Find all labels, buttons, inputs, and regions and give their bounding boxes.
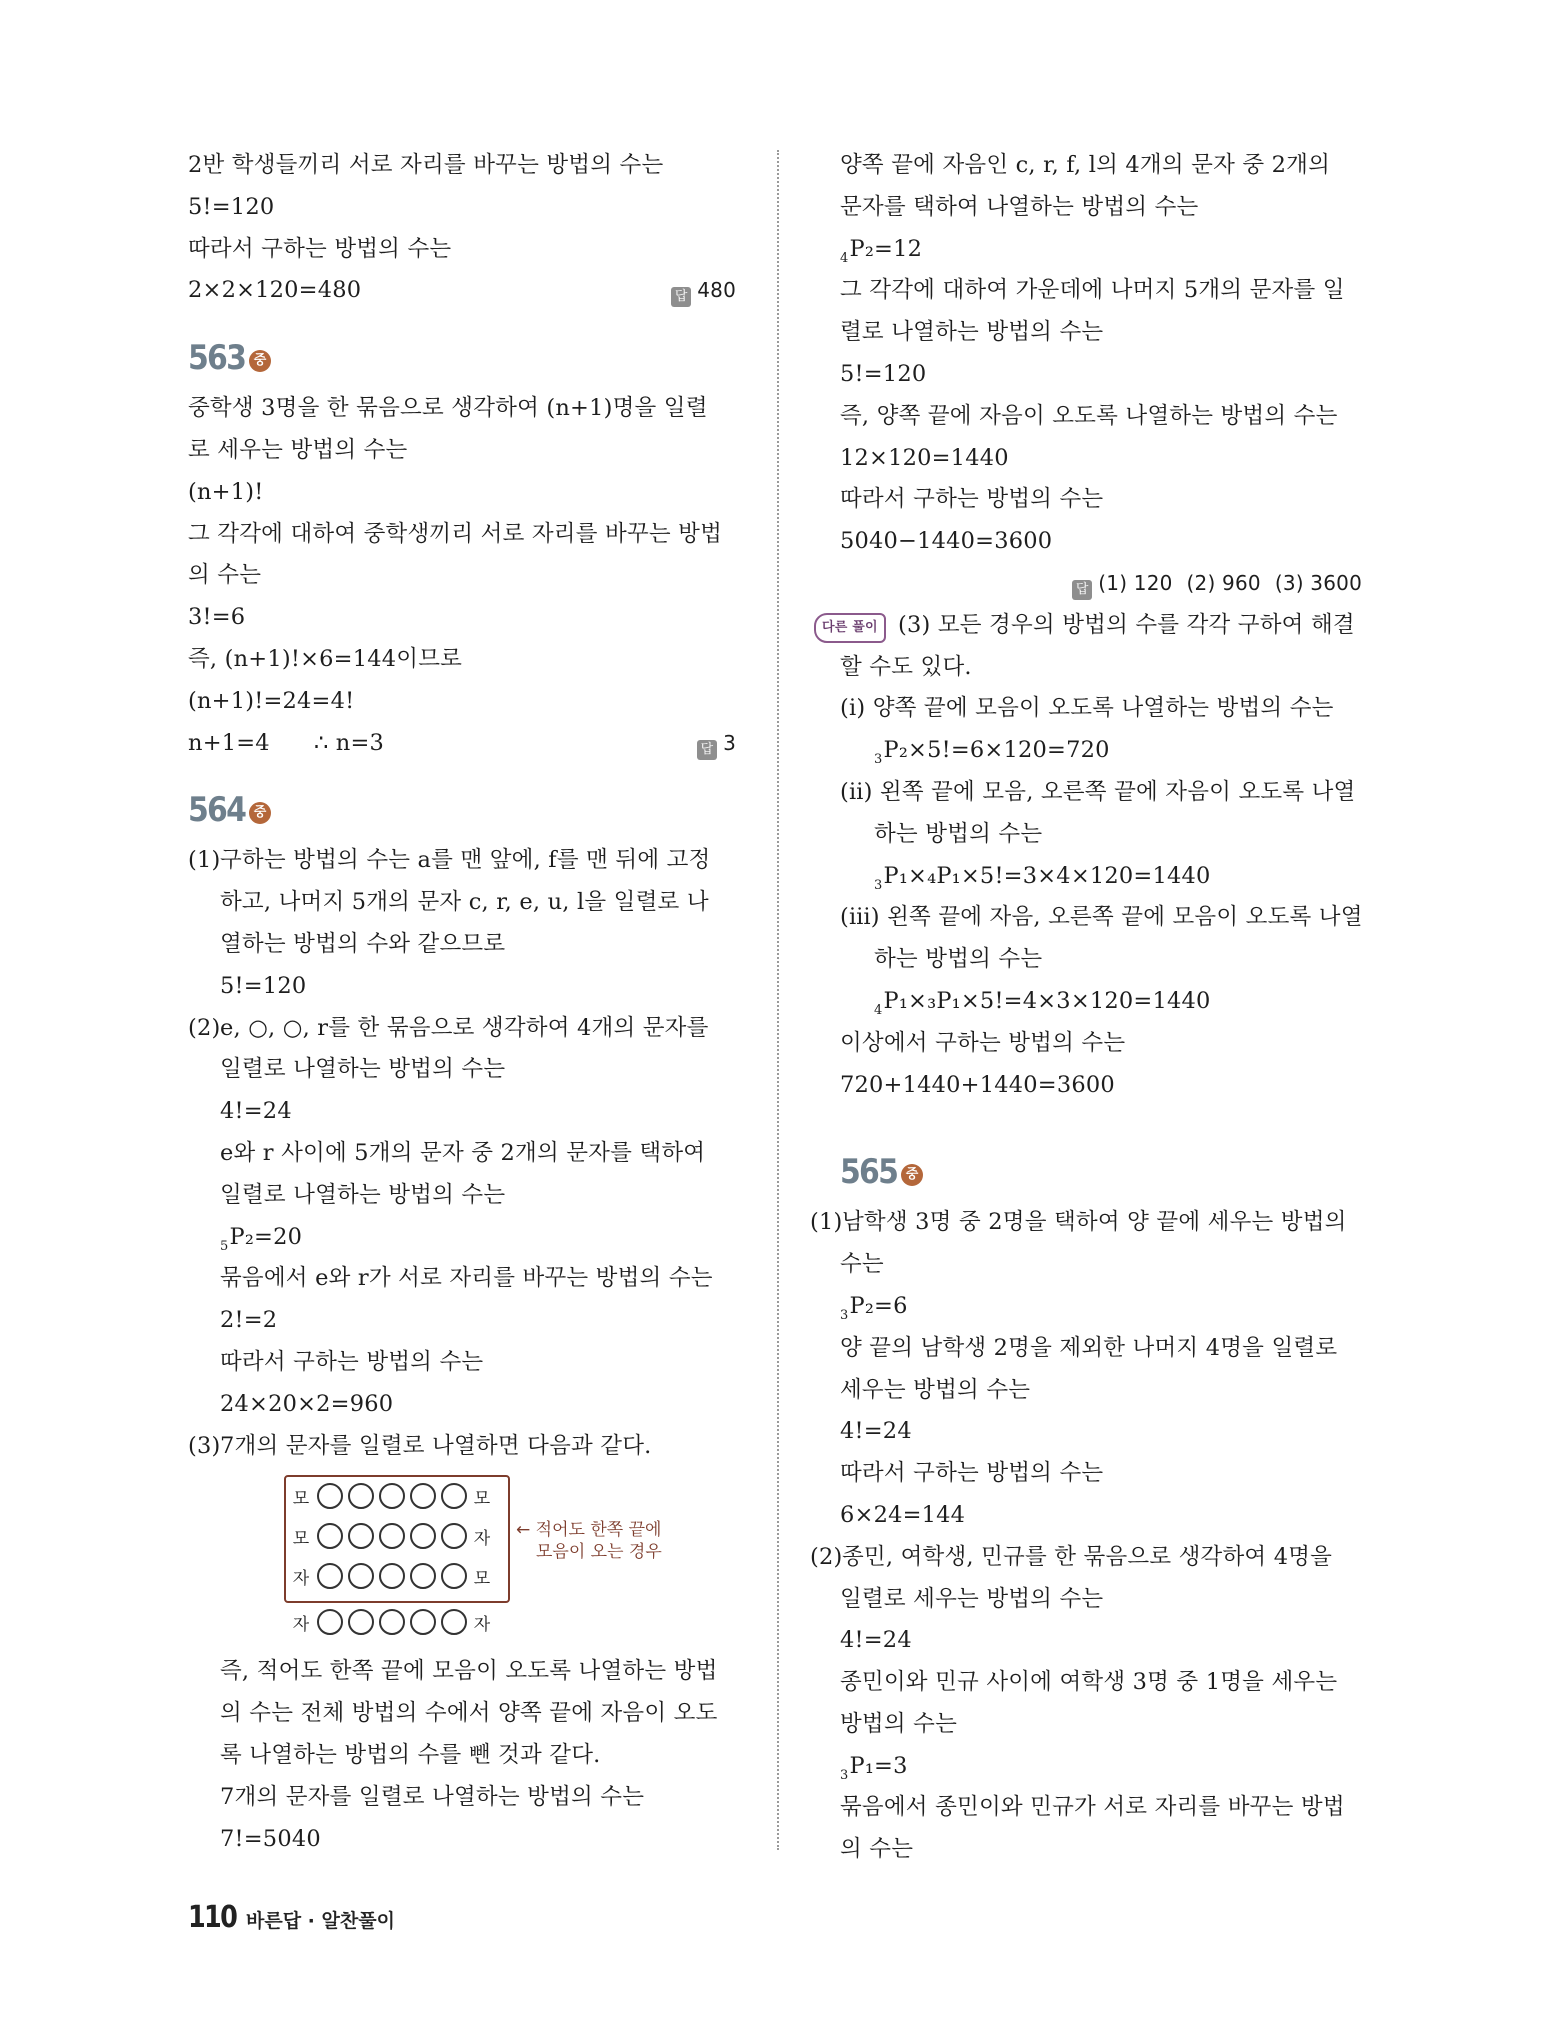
- text-line: (ⅱ) 왼쪽 끝에 모음, 오른쪽 끝에 자음이 오도록 나열: [840, 778, 1356, 805]
- text-line: 따라서 구하는 방법의 수는: [188, 235, 452, 262]
- text-line: [840, 856, 1362, 898]
- answer-value: 480: [697, 278, 736, 303]
- text-line: [840, 563, 1362, 605]
- equation: P₁×₄P₁×5!=3×4×120=1440: [883, 862, 1211, 889]
- text-line: [840, 981, 1362, 1023]
- answer-value: (2) 960: [1186, 570, 1261, 595]
- circle-slot: [441, 1563, 467, 1589]
- end-label: 모: [292, 1528, 310, 1549]
- text-line: 하고, 나머지 5개의 문자 c, r, e, u, l을 일렬로 나: [220, 889, 709, 916]
- perm-prefix: 5: [220, 1238, 229, 1254]
- difficulty-badge: 중: [249, 802, 271, 824]
- text-line: 묶음에서 종민이와 민규가 서로 자리를 바꾸는 방법: [840, 1794, 1345, 1821]
- note-line: 모음이 오는 경우: [536, 1542, 662, 1563]
- circle-slot: [317, 1609, 343, 1635]
- problem-number: 565: [840, 1152, 898, 1193]
- end-label: 자: [292, 1568, 310, 1589]
- diagram-row: [288, 1603, 495, 1641]
- circle-slot: [441, 1523, 467, 1549]
- text-line: 7!=5040: [220, 1825, 321, 1852]
- answer-mark: [671, 270, 736, 312]
- item-text: (3) 모든 경우의 방법의 수를 각각 구하여 해결: [898, 611, 1355, 638]
- text-line: 4!=24: [840, 1418, 912, 1445]
- text-line: 6×24=144: [840, 1501, 966, 1528]
- item-text: 남학생 3명 중 2명을 택하여 양 끝에 세우는 방법의: [842, 1209, 1347, 1236]
- circle-slot: [441, 1609, 467, 1635]
- text-line: 따라서 구하는 방법의 수는: [840, 1460, 1104, 1487]
- right-column: [810, 145, 1363, 1871]
- text-line: 7개의 문자를 일렬로 나열하는 방법의 수는: [220, 1783, 645, 1810]
- text-line: 열하는 방법의 수와 같으므로: [220, 930, 506, 957]
- equation: n+1=4 ∴ n=3: [188, 729, 385, 756]
- text-line: 4!=24: [220, 1098, 292, 1125]
- text-line: [840, 1746, 1362, 1788]
- text-line: 3!=6: [188, 604, 246, 631]
- circle-slot: [379, 1609, 405, 1635]
- equation: P₁=3: [849, 1752, 908, 1779]
- circle-slot: [379, 1483, 405, 1509]
- text-line: 5!=120: [188, 193, 275, 220]
- text-line: 즉, 적어도 한쪽 끝에 모음이 오도록 나열하는 방법: [220, 1658, 718, 1685]
- equation: P₂×5!=6×120=720: [883, 737, 1110, 764]
- answer-icon: 답: [671, 287, 691, 307]
- text-line: 4!=24: [840, 1627, 912, 1654]
- end-label: 자: [473, 1528, 491, 1549]
- text-line: (ⅲ) 왼쪽 끝에 자음, 오른쪽 끝에 모음이 오도록 나열: [840, 904, 1363, 931]
- text-line: [810, 1202, 1362, 1244]
- problem-number: 563: [188, 338, 246, 379]
- footer-label: 바른답 · 알찬풀이: [246, 1910, 395, 1932]
- text-line: 양쪽 끝에 자음인 c, r, f, l의 4개의 문자 중 2개의: [840, 152, 1331, 178]
- alt-solution-badge: 다른 풀이: [814, 613, 886, 643]
- text-line: [840, 1286, 1362, 1328]
- page-footer: [188, 1900, 395, 1935]
- answer-mark: [697, 723, 736, 765]
- text-line: 일렬로 세우는 방법의 수는: [840, 1585, 1104, 1612]
- item-marker: (1): [810, 1209, 843, 1236]
- text-line: 할 수도 있다.: [840, 653, 972, 680]
- circle-slot: [379, 1563, 405, 1589]
- circle-slot: [410, 1563, 436, 1589]
- text-line: e와 r 사이에 5개의 문자 중 2개의 문자를 택하여: [220, 1139, 706, 1166]
- text-line: 5!=120: [840, 360, 927, 387]
- circle-slot: [348, 1609, 374, 1635]
- perm-prefix: 4: [874, 1002, 883, 1018]
- text-line: [188, 723, 736, 765]
- text-line: [188, 1217, 736, 1259]
- text-line: 2!=2: [220, 1307, 278, 1334]
- text-line: 하는 방법의 수는: [874, 946, 1043, 973]
- text-line: 일렬로 나열하는 방법의 수는: [220, 1056, 506, 1083]
- text-line: 일렬로 나열하는 방법의 수는: [220, 1181, 506, 1208]
- diagram-row: [288, 1557, 495, 1595]
- circle-slot: [348, 1523, 374, 1549]
- text-line: [188, 270, 736, 312]
- text-line: 수는: [840, 1251, 884, 1278]
- text-line: 5!=120: [220, 972, 307, 999]
- page-number: 110: [188, 1900, 237, 1935]
- diagram-row: [288, 1477, 495, 1515]
- item-marker: (2): [810, 1543, 843, 1570]
- text-line: 종민이와 민규 사이에 여학생 3명 중 1명을 세우는: [840, 1669, 1338, 1696]
- problem-header-563: [188, 312, 736, 388]
- end-label: 모: [473, 1568, 491, 1589]
- circle-slot: [410, 1609, 436, 1635]
- text-line: 즉, 양쪽 끝에 자음이 오도록 나열하는 방법의 수는: [840, 402, 1338, 429]
- circle-slot: [317, 1563, 343, 1589]
- end-label: 모: [292, 1488, 310, 1509]
- perm-prefix: 3: [840, 1767, 849, 1783]
- text-line: 하는 방법의 수는: [874, 820, 1043, 847]
- text-line: [188, 1426, 736, 1468]
- item-text: 구하는 방법의 수는 a를 맨 앞에, f를 맨 뒤에 고정: [220, 847, 711, 874]
- problem-header-565: [840, 1106, 1362, 1202]
- item-text: 7개의 문자를 일렬로 나열하면 다음과 같다.: [220, 1432, 652, 1459]
- item-marker: (1): [188, 847, 221, 874]
- item-marker: (2): [188, 1014, 221, 1041]
- text-line: 방법의 수는: [840, 1710, 958, 1737]
- text-line: (n+1)!=24=4!: [188, 687, 355, 714]
- answer-mark: [1072, 563, 1362, 605]
- text-line: 의 수는 전체 방법의 수에서 양쪽 끝에 자음이 오도: [220, 1700, 718, 1727]
- problem-number: 564: [188, 790, 246, 831]
- circle-slot: [410, 1523, 436, 1549]
- end-label: 자: [473, 1614, 491, 1635]
- answer-value: (1) 120: [1098, 570, 1173, 595]
- item-text: e, ○, ○, r를 한 묶음으로 생각하여 4개의 문자를: [220, 1014, 709, 1041]
- text-line: (n+1)!: [188, 478, 264, 505]
- text-line: 5040−1440=3600: [840, 528, 1053, 555]
- text-line: (ⅰ) 양쪽 끝에 모음이 오도록 나열하는 방법의 수는: [840, 695, 1334, 722]
- answer-icon: 답: [697, 740, 717, 760]
- perm-prefix: 4: [840, 250, 849, 266]
- circle-slot: [317, 1483, 343, 1509]
- text-line: 따라서 구하는 방법의 수는: [840, 486, 1104, 513]
- column-divider: [777, 150, 779, 1850]
- text-line: 따라서 구하는 방법의 수는: [220, 1348, 484, 1375]
- problem-header-564: [188, 764, 736, 840]
- text-line: 양 끝의 남학생 2명을 제외한 나머지 4명을 일렬로: [840, 1334, 1338, 1361]
- difficulty-badge: 중: [249, 350, 271, 372]
- equation: P₂=6: [849, 1292, 908, 1319]
- circle-slot: [348, 1563, 374, 1589]
- circle-slot: [379, 1523, 405, 1549]
- text-line: 세우는 방법의 수는: [840, 1376, 1031, 1403]
- equation: P₂=20: [229, 1223, 303, 1250]
- text-line: [188, 1008, 736, 1050]
- text-line: [188, 840, 736, 882]
- text-line: 720+1440+1440=3600: [840, 1071, 1115, 1098]
- text-line: 의 수는: [840, 1836, 914, 1863]
- text-line: 중학생 3명을 한 묶음으로 생각하여 (n+1)명을 일렬: [188, 395, 708, 422]
- text-line: 로 세우는 방법의 수는: [188, 436, 408, 463]
- circle-slot: [348, 1483, 374, 1509]
- text-line: 12×120=1440: [840, 444, 1009, 471]
- answer-value: 3: [723, 730, 736, 755]
- text-line: 즉, (n+1)!×6=144이므로: [188, 645, 463, 672]
- equation: P₁×₃P₁×5!=4×3×120=1440: [883, 987, 1211, 1014]
- text-line: 24×20×2=960: [220, 1390, 394, 1417]
- circle-slot: [441, 1483, 467, 1509]
- difficulty-badge: 중: [901, 1164, 923, 1186]
- diagram-row: [288, 1517, 495, 1555]
- text-line: 록 나열하는 방법의 수를 뺀 것과 같다.: [220, 1741, 601, 1768]
- left-column: [188, 145, 736, 1860]
- end-label: 자: [292, 1614, 310, 1635]
- text-line: 렬로 나열하는 방법의 수는: [840, 319, 1104, 346]
- text-line: 2반 학생들끼리 서로 자리를 바꾸는 방법의 수는: [188, 152, 664, 178]
- text-line: 이상에서 구하는 방법의 수는: [840, 1029, 1126, 1056]
- text-line: [840, 229, 1362, 271]
- circle-slot: [410, 1483, 436, 1509]
- equation: 2×2×120=480: [188, 277, 362, 304]
- perm-prefix: 3: [874, 752, 883, 768]
- end-label: 모: [473, 1488, 491, 1509]
- answer-value: (3) 3600: [1274, 570, 1362, 595]
- text-line: 묶음에서 e와 r가 서로 자리를 바꾸는 방법의 수는: [220, 1265, 713, 1292]
- equation: P₂=12: [849, 235, 923, 262]
- text-line: 그 각각에 대하여 가운데에 나머지 5개의 문자를 일: [840, 277, 1345, 304]
- item-text: 종민, 여학생, 민규를 한 묶음으로 생각하여 4명을: [842, 1543, 1333, 1570]
- perm-prefix: 3: [840, 1307, 849, 1323]
- text-line: 그 각각에 대하여 중학생끼리 서로 자리를 바꾸는 방법: [188, 520, 723, 547]
- diagram-note: [516, 1519, 662, 1563]
- alt-solution-line: [822, 605, 1362, 647]
- note-line: ← 적어도 한쪽 끝에: [516, 1520, 662, 1541]
- answer-icon: 답: [1072, 580, 1092, 600]
- text-line: 문자를 택하여 나열하는 방법의 수는: [840, 193, 1199, 220]
- text-line: [810, 1537, 1362, 1579]
- text-line: 의 수는: [188, 562, 262, 589]
- text-line: [840, 730, 1362, 772]
- perm-prefix: 3: [874, 877, 883, 893]
- arrangement-diagram: [288, 1475, 736, 1651]
- circle-slot: [317, 1523, 343, 1549]
- item-marker: (3): [188, 1432, 221, 1459]
